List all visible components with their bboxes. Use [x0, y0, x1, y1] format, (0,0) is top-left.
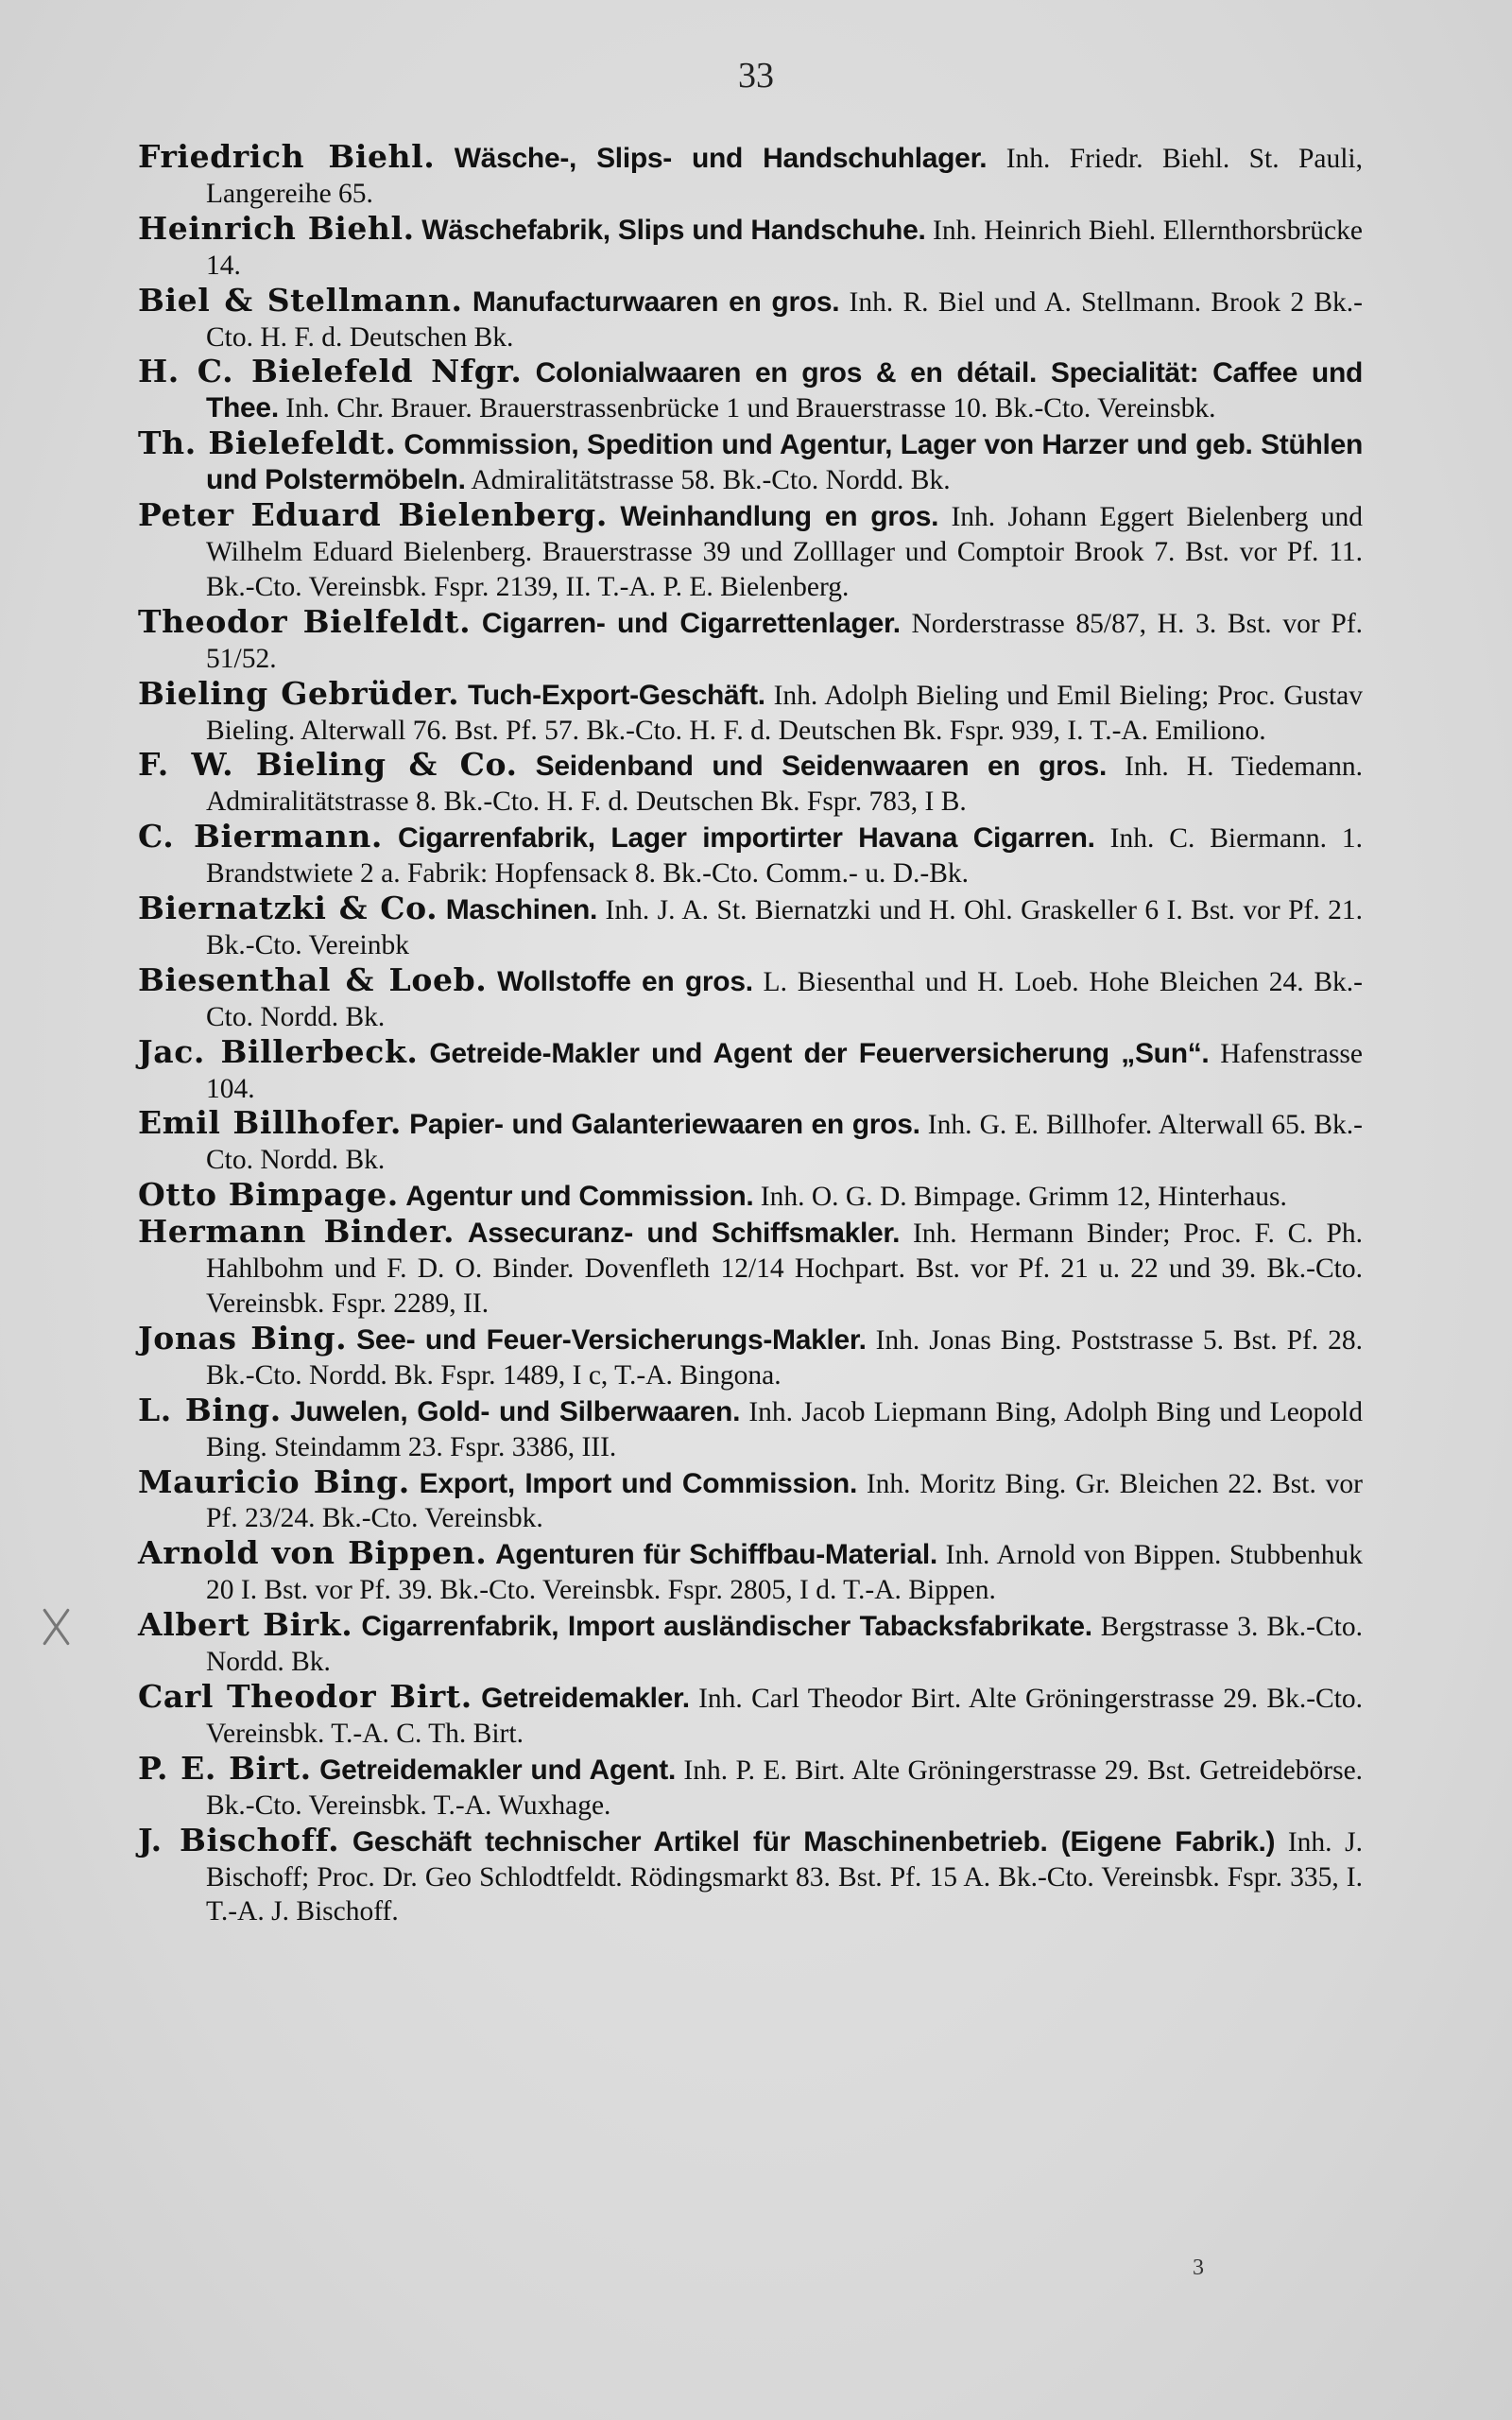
firm-name: Albert Birk. — [138, 1606, 353, 1644]
firm-detail: L. Biesenthal und H. Loeb. Hohe Bleichen 24. Bk.-Cto. Nordd. Bk. — [206, 966, 1363, 1032]
signature-mark: 3 — [1193, 2256, 1204, 2280]
margin-cross-mark-icon — [38, 1605, 76, 1649]
firm-trade: See- und Feuer-Versicherungs-Makler. — [356, 1323, 867, 1356]
firm-trade: Manufacturwaaren en gros. — [472, 285, 840, 318]
directory-entry — [138, 1215, 1363, 1322]
firm-trade: Agenturen für Schiffbau-Material. — [495, 1539, 937, 1571]
firm-trade: Colonialwaaren en gros & en détail. Specialität: Caffee und Thee. — [206, 357, 1364, 424]
page-number: 33 — [738, 56, 774, 95]
directory-entry — [138, 140, 1363, 212]
directory-entries — [138, 140, 1363, 1929]
firm-detail: Inh. Carl Theodor Birt. Alte Gröningerstrasse 29. Bk.-Cto. Vereinsbk. T.-A. C. Th. Birt. — [206, 1683, 1364, 1749]
firm-trade: Wäsche-, Slips- und Handschuhlager. — [454, 143, 988, 174]
firm-name: Heinrich Biehl. — [138, 209, 415, 247]
firm-detail: Norderstrasse 85/87, H. 3. Bst. vor Pf. 51/52. — [206, 608, 1364, 674]
firm-trade: Wollstoffe en gros. — [497, 965, 753, 997]
firm-name: Biesenthal & Loeb. — [138, 960, 488, 998]
firm-trade: Export, Import und Commission. — [419, 1467, 857, 1499]
firm-detail: Inh. Heinrich Biehl. Ellernthorsbrücke 14. — [206, 215, 1363, 281]
directory-entry — [138, 1608, 1363, 1680]
firm-detail: Inh. Moritz Bing. Gr. Bleichen 22. Bst. vor Pf. 23/24. Bk.-Cto. Vereinsbk. — [206, 1468, 1364, 1534]
firm-trade: Cigarrenfabrik, Import ausländischer Tabacksfabrikate. — [361, 1611, 1092, 1643]
firm-name: Theodor Bielfeldt. — [138, 602, 472, 640]
firm-trade: Papier- und Galanteriewaaren en gros. — [409, 1109, 920, 1141]
firm-trade: Geschäft technischer Artikel für Maschinenbetrieb. (Eigene Fabrik.) — [352, 1825, 1276, 1858]
firm-name: H. C. Bielefeld Nfgr. — [138, 353, 523, 390]
firm-detail: Inh. Jacob Liepmann Bing, Adolph Bing und Leopold Bing. Steindamm 23. Fspr. 3386, III. — [206, 1396, 1363, 1462]
firm-detail: Admiralitätstrasse 58. Bk.-Cto. Nordd. Bk. — [471, 465, 951, 496]
directory-entry — [138, 354, 1363, 426]
firm-detail: Inh. Johann Eggert Bielenberg und Wilhelm Eduard Bielenberg. Brauerstrasse 39 und Zolllager und Comptoir Brook 7. Bst. vor Pf. 11. Bk.-Cto. Vereinsbk. Fspr. 2139, II. T.-A. P. E. Bielenberg. — [206, 502, 1363, 602]
directory-entry — [138, 426, 1363, 498]
firm-detail: Inh. Jonas Bing. Poststrasse 5. Bst. Pf. 28. Bk.-Cto. Nordd. Bk. Fspr. 1489, I c, T.-A. Bingona. — [206, 1324, 1363, 1391]
firm-name: Peter Eduard Bielenberg. — [138, 496, 608, 534]
firm-name: Th. Bielefeldt. — [138, 424, 397, 462]
firm-trade: Assecuranz- und Schiffsmakler. — [467, 1218, 901, 1250]
directory-entry — [138, 960, 1363, 1035]
firm-name: L. Bing. — [138, 1391, 282, 1428]
directory-entry — [138, 1821, 1364, 1930]
firm-name: Jonas Bing. — [138, 1319, 348, 1357]
firm-trade: Getreidemakler und Agent. — [319, 1754, 676, 1786]
firm-detail: Inh. P. E. Birt. Alte Gröningerstrasse 29. Bst. Getreidebörse. Bk.-Cto. Vereinsbk. T.-A. Wuxhage. — [206, 1754, 1364, 1821]
directory-entry — [138, 1319, 1363, 1393]
firm-detail: Inh. G. E. Billhofer. Alterwall 65. Bk.-Cto. Nordd. Bk. — [206, 1110, 1363, 1176]
directory-entry — [138, 498, 1363, 605]
firm-name: Biernatzki & Co. — [138, 890, 438, 927]
firm-name: F. W. Bieling & Co. — [138, 746, 518, 784]
firm-trade: Weinhandlung en gros. — [620, 501, 939, 533]
directory-entry — [138, 209, 1363, 284]
firm-detail: Inh. J. A. St. Biernatzki und H. Ohl. Graskeller 6 I. Bst. vor Pf. 21. Bk.-Cto. Vereinbk — [206, 895, 1364, 960]
firm-name: J. Bischoff. — [138, 1821, 340, 1858]
directory-entry — [138, 748, 1363, 820]
firm-detail: Inh. Arnold von Bippen. Stubbenhuk 20 I. Bst. vor Pf. 39. Bk.-Cto. Vereinsbk. Fspr. 2805, I d. T.-A. Bippen. — [206, 1540, 1364, 1606]
firm-detail: Inh. J. Bischoff; Proc. Dr. Geo Schlodtfeldt. Rödingsmarkt 83. Bst. Pf. 15 A. Bk.-Cto. Vereinsbk. Fspr. 335, I. T.-A. J. Bischoff. — [206, 1826, 1364, 1927]
firm-detail: Inh. O. G. D. Bimpage. Grimm 12, Hinterhaus. — [760, 1182, 1287, 1213]
firm-name: Carl Theodor Birt. — [138, 1677, 472, 1715]
firm-name: Friedrich Biehl. — [138, 138, 436, 175]
firm-trade: Maschinen. — [445, 894, 598, 926]
firm-trade: Seidenband und Seidenwaaren en gros. — [535, 751, 1107, 783]
directory-entry — [138, 1462, 1364, 1537]
firm-detail: Inh. R. Biel und A. Stellmann. Brook 2 Bk.-Cto. H. F. d. Deutschen Bk. — [206, 286, 1364, 353]
directory-entry — [138, 1178, 1363, 1215]
directory-entry — [138, 1032, 1363, 1107]
firm-detail: Inh. H. Tiedemann. Admiralitätstrasse 8. Bk.-Cto. H. F. d. Deutschen Bk. Fspr. 783, I B. — [206, 752, 1363, 818]
firm-detail: Bergstrasse 3. Bk.-Cto. Nordd. Bk. — [206, 1612, 1363, 1678]
firm-name: Hermann Binder. — [138, 1213, 455, 1251]
firm-trade: Agentur und Commission. — [405, 1181, 754, 1213]
firm-detail: Inh. Friedr. Biehl. St. Pauli, Langereihe 65. — [206, 144, 1363, 209]
directory-entry — [138, 602, 1364, 677]
firm-name: Otto Bimpage. — [138, 1176, 399, 1214]
directory-entry — [138, 820, 1363, 891]
directory-entry — [138, 281, 1364, 355]
firm-name: Emil Billhofer. — [138, 1104, 402, 1142]
firm-trade: Cigarrenfabrik, Lager importirter Havana Cigarren. — [397, 822, 1095, 855]
firm-detail: Inh. Chr. Brauer. Brauerstrassenbrücke 1 und Brauerstrasse 10. Bk.-Cto. Vereinsbk. — [285, 393, 1216, 424]
firm-trade: Cigarren- und Cigarrettenlager. — [481, 607, 901, 639]
firm-trade: Getreidemakler. — [481, 1682, 690, 1714]
firm-trade: Commission, Spedition und Agentur, Lager von Harzer und geb. Stühlen und Polstermöbeln. — [206, 429, 1363, 496]
firm-trade: Juwelen, Gold- und Silberwaaren. — [290, 1395, 741, 1427]
firm-name: C. Biermann. — [138, 818, 383, 856]
firm-detail: Inh. Adolph Bieling und Emil Bieling; Proc. Gustav Bieling. Alterwall 76. Bst. Pf. 57. Bk.-Cto. H. F. d. Deutschen Bk. Fspr. 939, I. T.-A. Emiliono. — [206, 680, 1363, 746]
directory-entry — [138, 1536, 1363, 1608]
firm-detail: Inh. Hermann Binder; Proc. F. C. Ph. Hahlbohm und F. D. O. Binder. Dovenfleth 12/14 Hochpart. Bst. vor Pf. 21 u. 22 und 39. Bk.-Cto. Vereinsbk. Fspr. 2289, II. — [206, 1219, 1363, 1319]
firm-detail: Inh. C. Biermann. 1. Brandstwiete 2 a. Fabrik: Hopfensack 8. Bk.-Cto. Comm.- u. D.-Bk. — [206, 823, 1363, 890]
firm-name: Arnold von Bippen. — [138, 1534, 488, 1572]
firm-trade: Getreide-Makler und Agent der Feuerversicherung „Sun“. — [429, 1037, 1210, 1069]
firm-name: P. E. Birt. — [138, 1749, 312, 1787]
firm-detail: Hafenstrasse 104. — [206, 1038, 1363, 1104]
directory-entry — [138, 1106, 1363, 1178]
directory-entry — [138, 1677, 1364, 1752]
firm-name: Mauricio Bing. — [138, 1462, 410, 1500]
firm-name: Bieling Gebrüder. — [138, 674, 460, 712]
firm-name: Jac. Billerbeck. — [138, 1032, 419, 1070]
firm-trade: Wäschefabrik, Slips und Handschuhe. — [421, 214, 926, 246]
firm-name: Biel & Stellmann. — [138, 281, 463, 319]
directory-entry — [138, 1749, 1364, 1824]
directory-entry — [138, 674, 1363, 749]
firm-trade: Tuch-Export-Geschäft. — [467, 679, 765, 711]
directory-entry — [138, 891, 1363, 963]
directory-entry — [138, 1393, 1363, 1465]
